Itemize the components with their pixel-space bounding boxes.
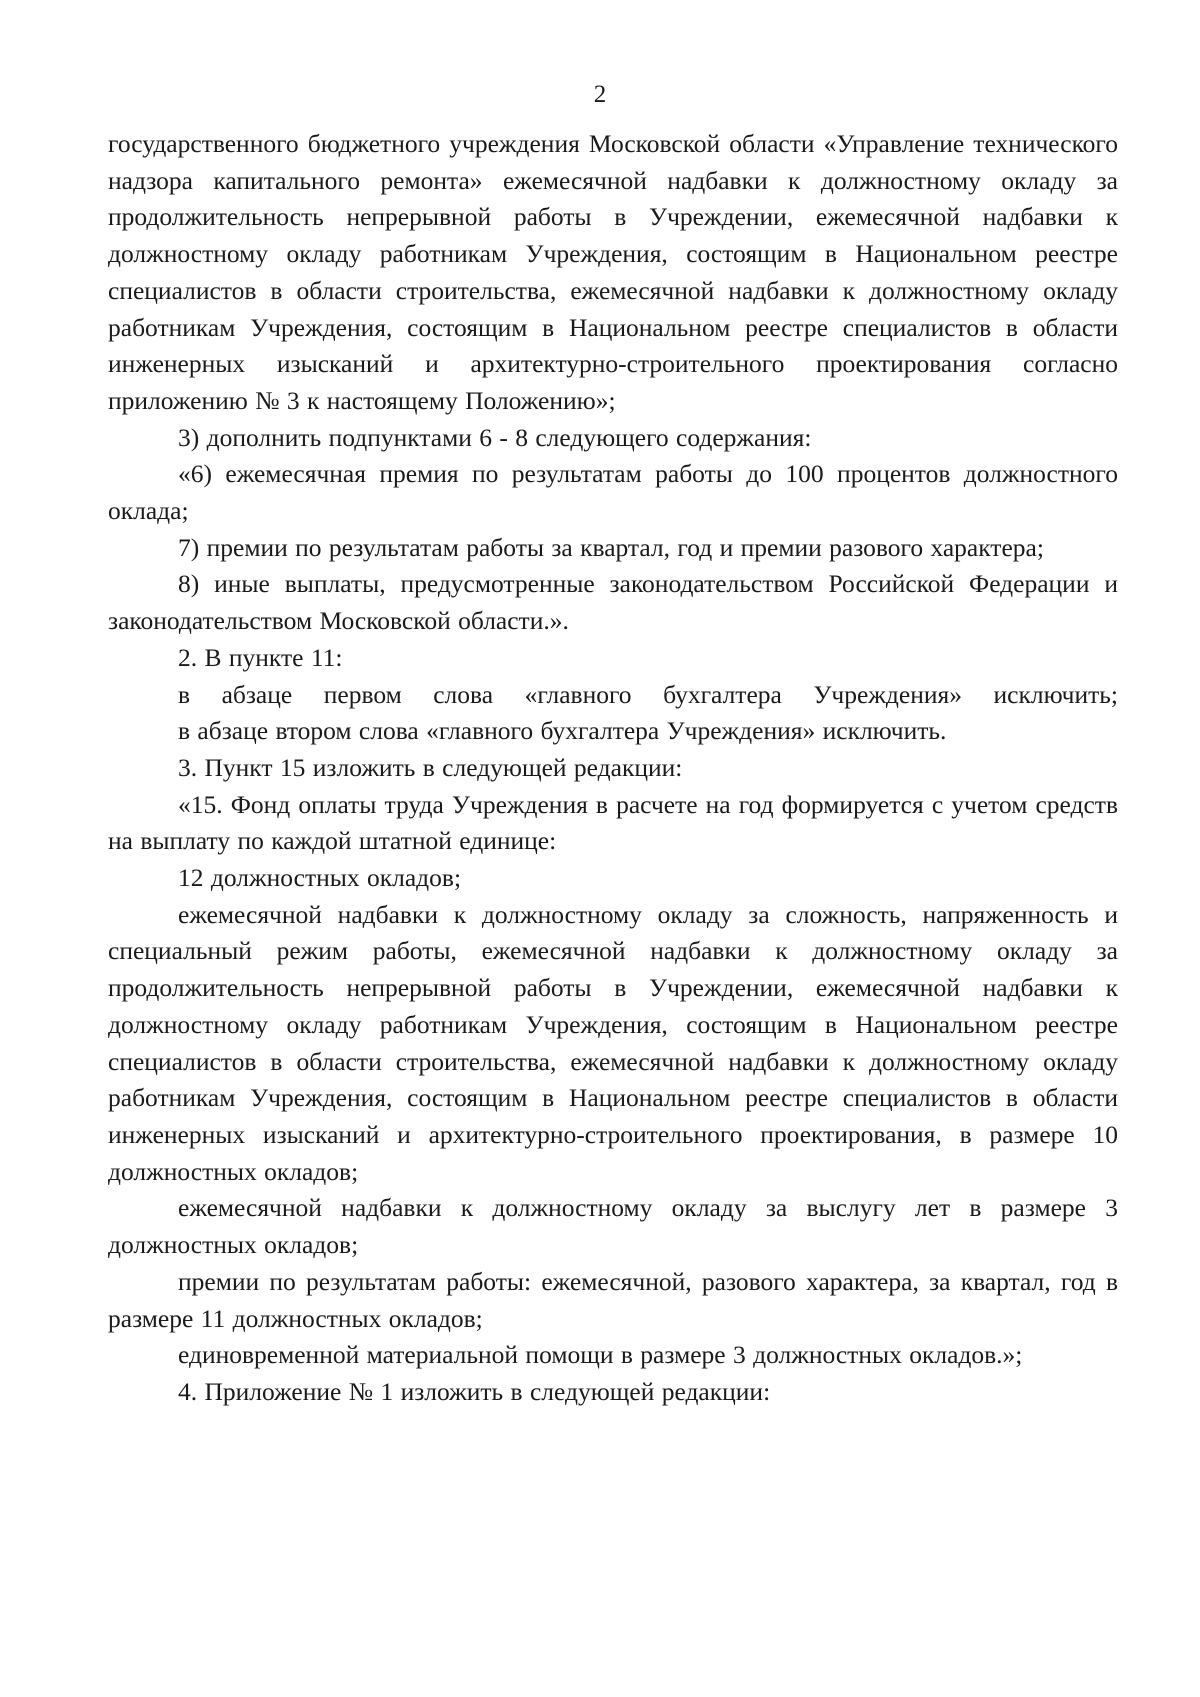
paragraph: «6) ежемесячная премия по результатам работы до 100 процентов должностного оклада; — [108, 459, 1118, 526]
paragraph: 7) премии по результатам работы за квартал, год и премии разового характера; — [178, 532, 1044, 562]
paragraph: ежемесячной надбавки к должностному окладу за выслугу лет в размере 3 должностных окладов; — [108, 1193, 1118, 1260]
paragraph: 12 должностных окладов; — [178, 863, 462, 893]
paragraph: в абзаце первом слова «главного бухгалтера Учреждения» исключить; — [178, 679, 1118, 709]
paragraph: премии по результатам работы: ежемесячной, разового характера, за квартал, год в размере 11 должностных окладов; — [108, 1266, 1118, 1333]
paragraph: «15. Фонд оплаты труда Учреждения в расчете на год формируется с учетом средств на выплату по каждой штатной единице: — [108, 789, 1118, 856]
paragraph: единовременной материальной помощи в размере 3 должностных окладов.»; — [178, 1340, 1023, 1370]
paragraph: 3) дополнить подпунктами 6 - 8 следующего содержания: — [178, 422, 812, 452]
paragraph: 3. Пункт 15 изложить в следующей редакции: — [178, 752, 683, 782]
paragraph: 8) иные выплаты, предусмотренные законодательством Российской Федерации и законодательством Московской области.». — [108, 569, 1118, 636]
page-number: 2 — [593, 81, 607, 108]
paragraph: в абзаце втором слова «главного бухгалтера Учреждения» исключить. — [178, 716, 947, 746]
paragraph: 2. В пункте 11: — [178, 642, 343, 672]
paragraph: государственного бюджетного учреждения Московской области «Управление технического надзора капитального ремонта» ежемесячной надбавки к должностному окладу за продолжительность непрерывной работы в Учреждении, ежемесячной надбавки к должностному окладу работникам Учреждения, состоящим в Национальном реестре специалистов в области строительства, ежемесячной надбавки к должностному окладу работникам Учреждения, состоящим в Национальном реестре специалистов в области инженерных изысканий и архитектурно-строительного проектирования согласно приложению № 3 к настоящему Положению»; — [108, 129, 1118, 415]
paragraph: ежемесячной надбавки к должностному окладу за сложность, напряженность и специальный режим работы, ежемесячной надбавки к должностному окладу за продолжительность непрерывной работы в Учреждении, ежемесячной надбавки к должностному окладу работникам Учреждения, состоящим в Национальном реестре специалистов в области строительства, ежемесячной надбавки к должностному окладу работникам Учреждения, состоящим в Национальном реестре специалистов в области инженерных изысканий и архитектурно-строительного проектирования, в размере 10 должностных окладов; — [108, 899, 1118, 1186]
document-body — [108, 126, 1118, 1411]
paragraph: 4. Приложение № 1 изложить в следующей редакции: — [178, 1376, 771, 1406]
